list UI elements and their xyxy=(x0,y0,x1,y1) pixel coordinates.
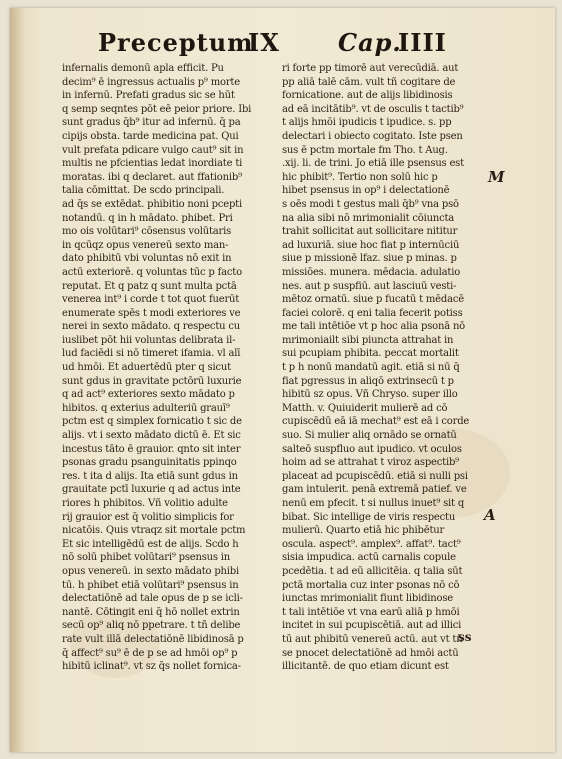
text-line: rij grauior est q̄ volitio simplicis for xyxy=(62,511,234,523)
text-line: ri forte pp timorē aut verecūdiā. aut xyxy=(282,63,459,74)
text-line: reputat. Et q patz q sunt multa pctā xyxy=(62,280,237,292)
text-line: siue p missionē lfaz. siue p minas. p xyxy=(282,253,457,265)
text-line: talia cōmittat. De scdo principali. xyxy=(62,185,225,197)
text-line: pctm est q simplex fornicatio t sic de xyxy=(62,416,242,428)
text-line: res. t ita d alijs. Ita etiā sunt gdus in xyxy=(62,470,238,482)
text-line: q ad act⁹ exteriores sexto mādato p xyxy=(62,389,235,401)
text-line: missiōes. munera. mēdacia. adulatio xyxy=(282,266,461,278)
text-line: placeat ad pcupiscēdū. etiā si nulli psi xyxy=(282,470,468,482)
header-chapter-number: IIII xyxy=(398,28,447,57)
text-line: delectari i obiecto cogitato. Iste psen xyxy=(282,130,463,142)
text-line: na alia sibi nō mrimonialit cōiuncta xyxy=(282,212,455,224)
header-chapter-label: Cap. xyxy=(338,28,402,57)
text-line: hibitū iclinat⁹. vt sz q̄s nollet fornica- xyxy=(62,661,241,673)
text-line: nerei in sexto mādato. q respectu cu xyxy=(62,321,240,333)
text-line: venerea int⁹ i corde t tot quot fuerūt xyxy=(62,294,240,306)
text-line: in qcūqz opus venereū sexto man- xyxy=(62,239,229,251)
margin-note: A xyxy=(484,506,496,524)
text-line: iunctas mrimonialit fiunt libidinose xyxy=(282,593,454,605)
text-line: infernalis demonū apla efficit. Pu xyxy=(62,63,224,74)
text-line: riores h phibitos. Vñ volitio adulte xyxy=(62,498,228,509)
right-text-column xyxy=(282,62,480,702)
text-line: hibitū sz opus. Vñ Chryso. super illo xyxy=(282,389,458,401)
text-line: enumerate spēs t modi exteriores ve xyxy=(62,307,241,319)
text-line: pp aliā talē cām. vult tñ cogitare de xyxy=(282,76,456,88)
text-line: fornicatione. aut de alijs libidinosis xyxy=(282,90,453,102)
text-line: dato phibitū vbi voluntas nō exit in xyxy=(62,253,232,265)
text-line: cipijs obsta. tarde medicina pat. Qui xyxy=(62,130,239,142)
text-line: ad eā incitātib⁹. vt de osculis t tactib⁹ xyxy=(282,103,464,115)
text-line: delectatiōnē ad tale opus de p se icli- xyxy=(62,593,243,605)
text-line: fiat pgressus in aliqō extrinsecū t p xyxy=(282,375,454,387)
text-line: tū. h phibet etiā volūtari⁹ psensus in xyxy=(62,579,239,591)
text-line: sui pcupiam phibita. peccat mortalit xyxy=(282,348,459,360)
text-line: t p h nonū mandatū agit. etiā si nū q̄ xyxy=(282,362,460,374)
text-line: nicatōis. Quis vtraqz sit mortale pctm xyxy=(62,525,246,537)
text-line: bibat. Sic intellige de viris respectu xyxy=(282,511,456,523)
text-line: in infernū. Prefati gradus sic se hūt xyxy=(62,90,235,102)
text-line: multis ne pfcientias ledat inordiate ti xyxy=(62,158,243,170)
text-line: hic phibit⁹. Tertio non solū hic p xyxy=(282,171,438,183)
text-line: mulierū. Quarto etiā hic phibētur xyxy=(282,525,445,537)
text-line: vult prefata pdicare vulgo caut⁹ sit in xyxy=(62,144,244,156)
text-line: ud hmōi. Et aduertēdū pter q sicut xyxy=(62,362,231,374)
text-line: gam intulerit. penā extremā patief. ve xyxy=(282,484,467,496)
text-line: illicitantē. de quo etiam dicunt est xyxy=(282,661,449,673)
text-line: t alijs hmōi ipudicis t ipudice. s. pp xyxy=(282,117,452,129)
text-line: sunt gradus q̄b⁹ itur ad infernū. q̄ pa xyxy=(62,117,241,129)
text-line: pctā mortalia cuz inter psonas nō cō xyxy=(282,579,460,591)
text-line: s oēs modi t gestus mali q̄b⁹ vna psō xyxy=(282,198,459,210)
text-line: t tali intētiōe vt vna earū aliā p hmōi xyxy=(282,606,460,618)
text-line: trahit sollicitat aut sollicitare nititur xyxy=(282,226,458,238)
text-line: pcedētia. t ad eū allicitēia. q talia sūt xyxy=(282,565,463,577)
text-line: Et sic intelligēdū est de alijs. Scdo h xyxy=(62,538,239,550)
text-line: nantē. Cōtingit eni q̄ hō nollet extrin xyxy=(62,606,240,618)
text-line: notandū. q in h mādato. phibet. Pri xyxy=(62,212,233,224)
text-line: actū exteriorē. q voluntas tūc p facto xyxy=(62,266,242,278)
text-line: nenū em pfecit. t si nullus inuet⁹ sit q xyxy=(282,498,465,509)
text-line: Matth. v. Quiuiderit mulierē ad cō xyxy=(282,402,448,414)
text-line: cupiscēdū eā iā mechat⁹ est eā i corde xyxy=(282,416,470,428)
text-line: tū aut phibitū venereū actū. aut vt tñ xyxy=(282,633,463,645)
text-line: hoim ad se attrahat t viroz aspectib⁹ xyxy=(282,457,459,469)
text-line: mētoz ornatū. siue p fucatū t mēdacē xyxy=(282,294,464,306)
text-line: q̄ affect⁹ su⁹ ē de p se ad hmōi op⁹ p xyxy=(62,647,238,659)
header-title: Preceptum xyxy=(98,28,254,57)
text-line: lud faciēdi si nō timeret ifamia. vl alī xyxy=(62,348,241,360)
header-book-number: IX xyxy=(248,28,280,57)
text-line: decim⁹ ē ingressus actualis p⁹ morte xyxy=(62,76,240,88)
text-line: secū op⁹ aliq nō ppetrare. t tñ delibe xyxy=(62,620,241,632)
text-line: psonas gradu psanguinitatis ppinqo xyxy=(62,457,237,469)
signature-mark: ss xyxy=(458,630,472,644)
left-text-column xyxy=(62,62,284,702)
text-line: nō solū phibet volūtari⁹ psensus in xyxy=(62,552,231,564)
text-line: ad luxuriā. siue hoc fiat p internūciū xyxy=(282,239,460,251)
text-line: oscula. aspect⁹. amplex⁹. affat⁹. tact⁹ xyxy=(282,538,461,550)
text-line: rate vult illā delectatiōnē libidinosā p xyxy=(62,633,244,645)
text-line: iuslibet pōt hii voluntas delibrata il- xyxy=(62,334,236,346)
text-line: incestus tāto ē grauior. qnto sit inter xyxy=(62,443,241,455)
text-line: moratas. ibi q declaret. aut ffationib⁹ xyxy=(62,171,242,183)
text-line: ad q̄s se extēdat. phibitio noni pcepti xyxy=(62,198,242,210)
book-page xyxy=(10,8,555,752)
text-line: sus ē pctm mortale fm Tho. t Aug. xyxy=(282,144,448,156)
margin-note: M xyxy=(488,168,505,186)
text-line: me tali intētiōe vt p hoc alia psonā nō xyxy=(282,321,466,333)
text-line: .xij. li. de trini. Jo etiā ille psensus est xyxy=(282,158,464,170)
text-line: incitet in sui pcupiscētiā. aut ad illici xyxy=(282,620,462,632)
page-gutter xyxy=(10,8,24,752)
text-line: nes. aut p suspfiū. aut lasciuū vesti- xyxy=(282,280,457,292)
text-line: sunt gdus in gravitate pctōrū luxurie xyxy=(62,375,242,387)
text-line: grauitate pctī luxurie q ad actus inte xyxy=(62,484,241,496)
text-line: alijs. vt i sexto mādato dictū ē. Et sic xyxy=(62,430,241,442)
text-line: opus venereū. in sexto mādato phibi xyxy=(62,565,239,577)
text-line: hibet psensus in op⁹ i delectationē xyxy=(282,185,450,197)
text-line: se pnocet delectatiōnē ad hmōi actū xyxy=(282,647,459,659)
text-line: mrimoniailt sibi piuncta attrahat in xyxy=(282,334,454,346)
text-line: q semp seqntes pōt eē peior priore. Ibi xyxy=(62,103,252,115)
text-line: salteō suspfluo aut ipudico. vt oculos xyxy=(282,443,462,455)
text-line: hibitos. q exterius adulteriū grauī⁹ xyxy=(62,402,230,414)
running-header xyxy=(98,28,458,62)
text-line: sisia impudica. actū carnalis copule xyxy=(282,552,456,564)
text-line: mo ois volūtari⁹ cōsensus volūtaris xyxy=(62,226,232,238)
text-line: suo. Si mulier aliq ornādo se ornatū xyxy=(282,430,457,442)
text-line: faciei colorē. q eni talia fecerit potiss xyxy=(282,307,463,319)
